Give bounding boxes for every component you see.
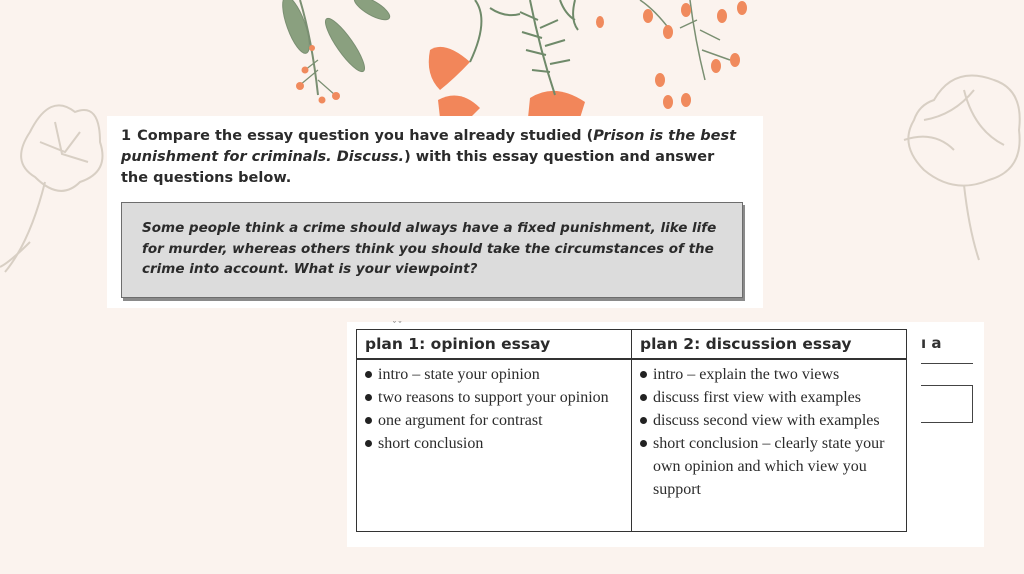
- plan1-cell: [357, 359, 632, 532]
- small-orange-buds-left: [296, 45, 340, 104]
- list-item: one argument for contrast: [365, 409, 625, 432]
- plan2-cell: [632, 359, 907, 532]
- bullet-icon: [640, 394, 647, 401]
- cropped-box: [921, 385, 973, 423]
- plans-table: [356, 329, 907, 532]
- list-item: short conclusion – clearly state your own opinion and which view you support: [640, 432, 900, 501]
- instruction-text-before: Compare the essay question you have already studied (: [137, 128, 594, 144]
- cropped-divider: [921, 363, 973, 364]
- outline-flower-right: [894, 60, 1024, 340]
- leaf-sprig-left: [277, 0, 393, 95]
- list-item: two reasons to support your opinion: [365, 386, 625, 409]
- instruction-text-after: ) with this essay question and answer the questions below.: [121, 149, 715, 186]
- list-item: discuss first view with examples: [640, 386, 900, 409]
- exercise-card: [107, 116, 763, 308]
- essay-question-text: Some people think a crime should always have a fixed punishment, like life for murder, whereas others think you should take the circumstances of the crime into account. What is your viewpoint?: [142, 220, 717, 277]
- bullet-icon: [640, 417, 647, 424]
- exercise-number: 1: [121, 128, 132, 144]
- plan1-heading: plan 1: opinion essay: [357, 330, 632, 360]
- exercise-instruction: [121, 126, 741, 189]
- bullet-icon: [365, 440, 372, 447]
- list-item: intro – explain the two views: [640, 363, 900, 386]
- orange-bud-branches-right: [640, 0, 730, 80]
- instruction-text-italic: Prison is the best punishment for criminals. Discuss.: [121, 128, 737, 165]
- plan2-list: [640, 363, 900, 501]
- plan1-list: [365, 363, 625, 455]
- outline-flower-left: [0, 92, 110, 372]
- green-leaf-sprig-center: [490, 0, 578, 95]
- plans-card: [347, 322, 984, 547]
- orange-buds-right: [596, 1, 747, 109]
- list-item: intro – state your opinion: [365, 363, 625, 386]
- bullet-icon: [365, 417, 372, 424]
- bullet-icon: [365, 371, 372, 378]
- top-floral-decoration: [0, 0, 1024, 130]
- scan-mark: ˇ ˇ: [393, 320, 402, 330]
- bullet-icon: [640, 440, 647, 447]
- list-item: discuss second view with examples: [640, 409, 900, 432]
- orange-flower-center: [429, 0, 585, 118]
- bullet-icon: [365, 394, 372, 401]
- plan2-heading: plan 2: discussion essay: [632, 330, 907, 360]
- cropped-text: ı a: [921, 334, 942, 352]
- bullet-icon: [640, 371, 647, 378]
- essay-question-box: [121, 202, 743, 298]
- list-item: short conclusion: [365, 432, 625, 455]
